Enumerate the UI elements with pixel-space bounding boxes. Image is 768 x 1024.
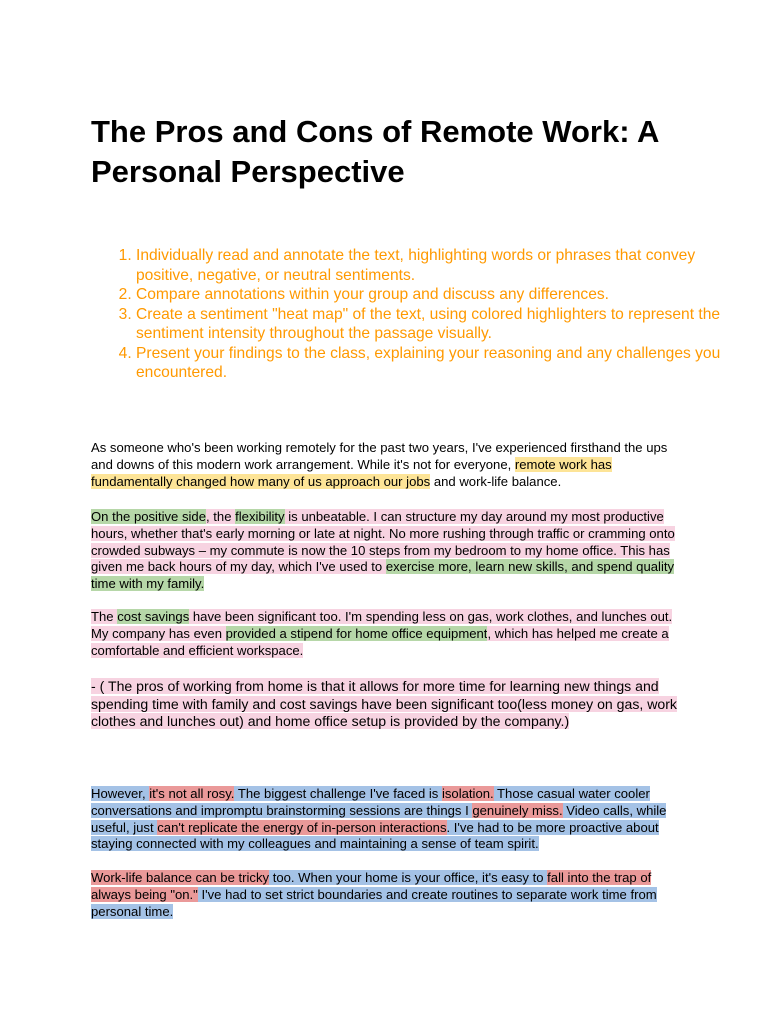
pink-highlight: , which has helped me create a comfortable and efficient workspace.: [91, 625, 669, 658]
negative-highlight: can't replicate the energy of in-person interactions: [157, 819, 447, 835]
positive-highlight: cost savings: [117, 609, 190, 624]
cost-savings-paragraph: [91, 609, 691, 659]
pink-highlight: - ( The pros of working from home is that it allows for more time for learning new things and spending time with family and cost savings have been significant too(less money on gas, work clothes and lunches out) and home office setup is provided by the company.): [91, 678, 677, 730]
plain-text: As someone who's been working remotely for the past two years, I've experienced firsthand the ups and downs of this modern work arrangement. While it's not for everyone,: [91, 440, 668, 472]
blue-highlight: Those casual water cooler conversations and impromptu brainstorming sessions are things I: [91, 786, 650, 818]
challenges-paragraph: [91, 786, 691, 853]
instruction-item: 4. Present your findings to the class, explaining your reasoning and any challenges you encountered.: [136, 344, 736, 383]
pink-highlight: have been significant too. I'm spending less on gas, work clothes, and lunches out. My company has even: [91, 609, 673, 641]
plain-text: and work-life balance.: [430, 473, 562, 489]
negative-highlight: Work-life balance can be tricky: [91, 870, 270, 885]
positive-highlight: provided a stipend for home office equipment: [225, 625, 488, 641]
neutral-highlight: remote work has fundamentally changed how many of us approach our jobs: [91, 456, 612, 489]
positive-highlight: flexibility: [235, 509, 285, 524]
work-life-paragraph: [91, 870, 691, 920]
negative-highlight: genuinely miss.: [472, 802, 563, 818]
negative-highlight: isolation.: [441, 786, 494, 801]
blue-highlight: The biggest challenge I've faced is: [234, 786, 442, 801]
pink-highlight: is unbeatable. I can structure my day around my most productive hours, whether that's early morning or late at night. No more rushing through traffic or cramming onto crowded subways – my commute is now the 10 steps from my bedroom to my home office. This has given me back hours of my day, which I've used to: [91, 509, 675, 575]
negative-highlight: it's not all rosy.: [149, 786, 235, 801]
instruction-item: 2. Compare annotations within your group and discuss any differences.: [136, 285, 736, 305]
blue-highlight: . I've had to be more proactive about staying connected with my colleagues and maintaining a sense of team spirit.: [91, 819, 659, 852]
positive-highlight: exercise more, learn new skills, and spend quality time with my family.: [91, 559, 675, 592]
summary-note: [91, 678, 691, 731]
blue-highlight: However,: [91, 786, 150, 801]
blue-highlight: I've had to set strict boundaries and create routines to separate work time from personal time.: [91, 886, 657, 919]
pink-highlight: , the: [206, 509, 236, 524]
page-title: The Pros and Cons of Remote Work: A Personal Perspective: [91, 114, 659, 189]
positive-highlight: On the positive side: [91, 509, 206, 524]
instruction-item: 1. Individually read and annotate the text, highlighting words or phrases that convey positive, negative, or neutral sentiments.: [136, 246, 736, 285]
pink-highlight: The: [91, 609, 118, 624]
intro-paragraph: [91, 440, 691, 490]
negative-highlight: fall into the trap of always being "on.": [91, 870, 652, 902]
positive-side-paragraph: [91, 509, 691, 593]
instruction-item: 3. Create a sentiment "heat map" of the text, using colored highlighters to represent the sentiment intensity throughout the passage visually.: [136, 305, 736, 344]
blue-highlight: Video calls, while useful, just: [91, 802, 667, 835]
blue-highlight: too. When your home is your office, it's easy to: [269, 870, 548, 885]
instruction-list: [90, 246, 736, 383]
